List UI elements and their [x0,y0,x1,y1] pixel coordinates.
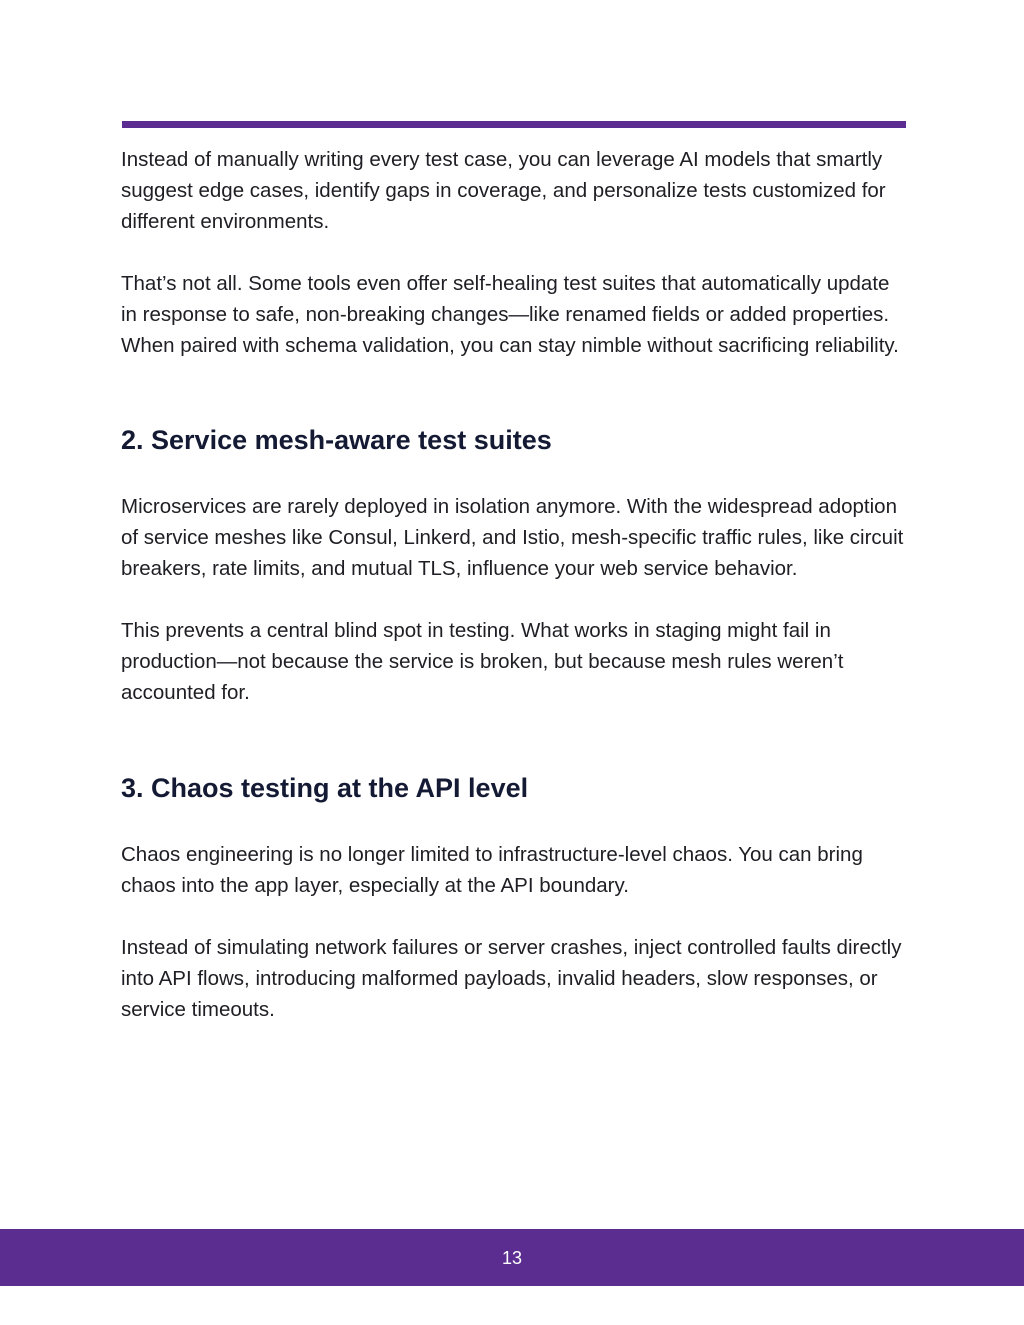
intro-paragraph-2: That’s not all. Some tools even offer self-healing test suites that automatically update in response to safe, non-breaking changes—like renamed fields or added properties. When paired with schema validation, you can stay nimble without sacrificing reliability. [121,272,899,357]
intro-paragraph-1: Instead of manually writing every test case, you can leverage AI models that smartly suggest edge cases, identify gaps in coverage, and personalize tests customized for different environments. [121,148,886,233]
section-3-paragraph-2: Instead of simulating network failures or server crashes, inject controlled faults directly into API flows, introducing malformed payloads, invalid headers, slow responses, or service timeouts. [121,936,902,1021]
page-content [121,143,911,1025]
section-2-heading: 2. Service mesh-aware test suites [121,425,552,455]
section-3-heading: 3. Chaos testing at the API level [121,773,529,803]
section-2-paragraph-2: This prevents a central blind spot in testing. What works in staging might fail in production—not because the service is broken, but because mesh rules weren’t accounted for. [121,619,844,704]
section-3-paragraph-1: Chaos engineering is no longer limited to infrastructure-level chaos. You can bring chaos into the app layer, especially at the API boundary. [121,843,863,897]
top-accent-rule [122,121,906,128]
page-number: 13 [501,1248,523,1268]
section-2-paragraph-1: Microservices are rarely deployed in isolation anymore. With the widespread adoption of service meshes like Consul, Linkerd, and Istio, mesh-specific traffic rules, like circuit breakers, rate limits, and mutual TLS, influence your web service behavior. [121,495,904,580]
